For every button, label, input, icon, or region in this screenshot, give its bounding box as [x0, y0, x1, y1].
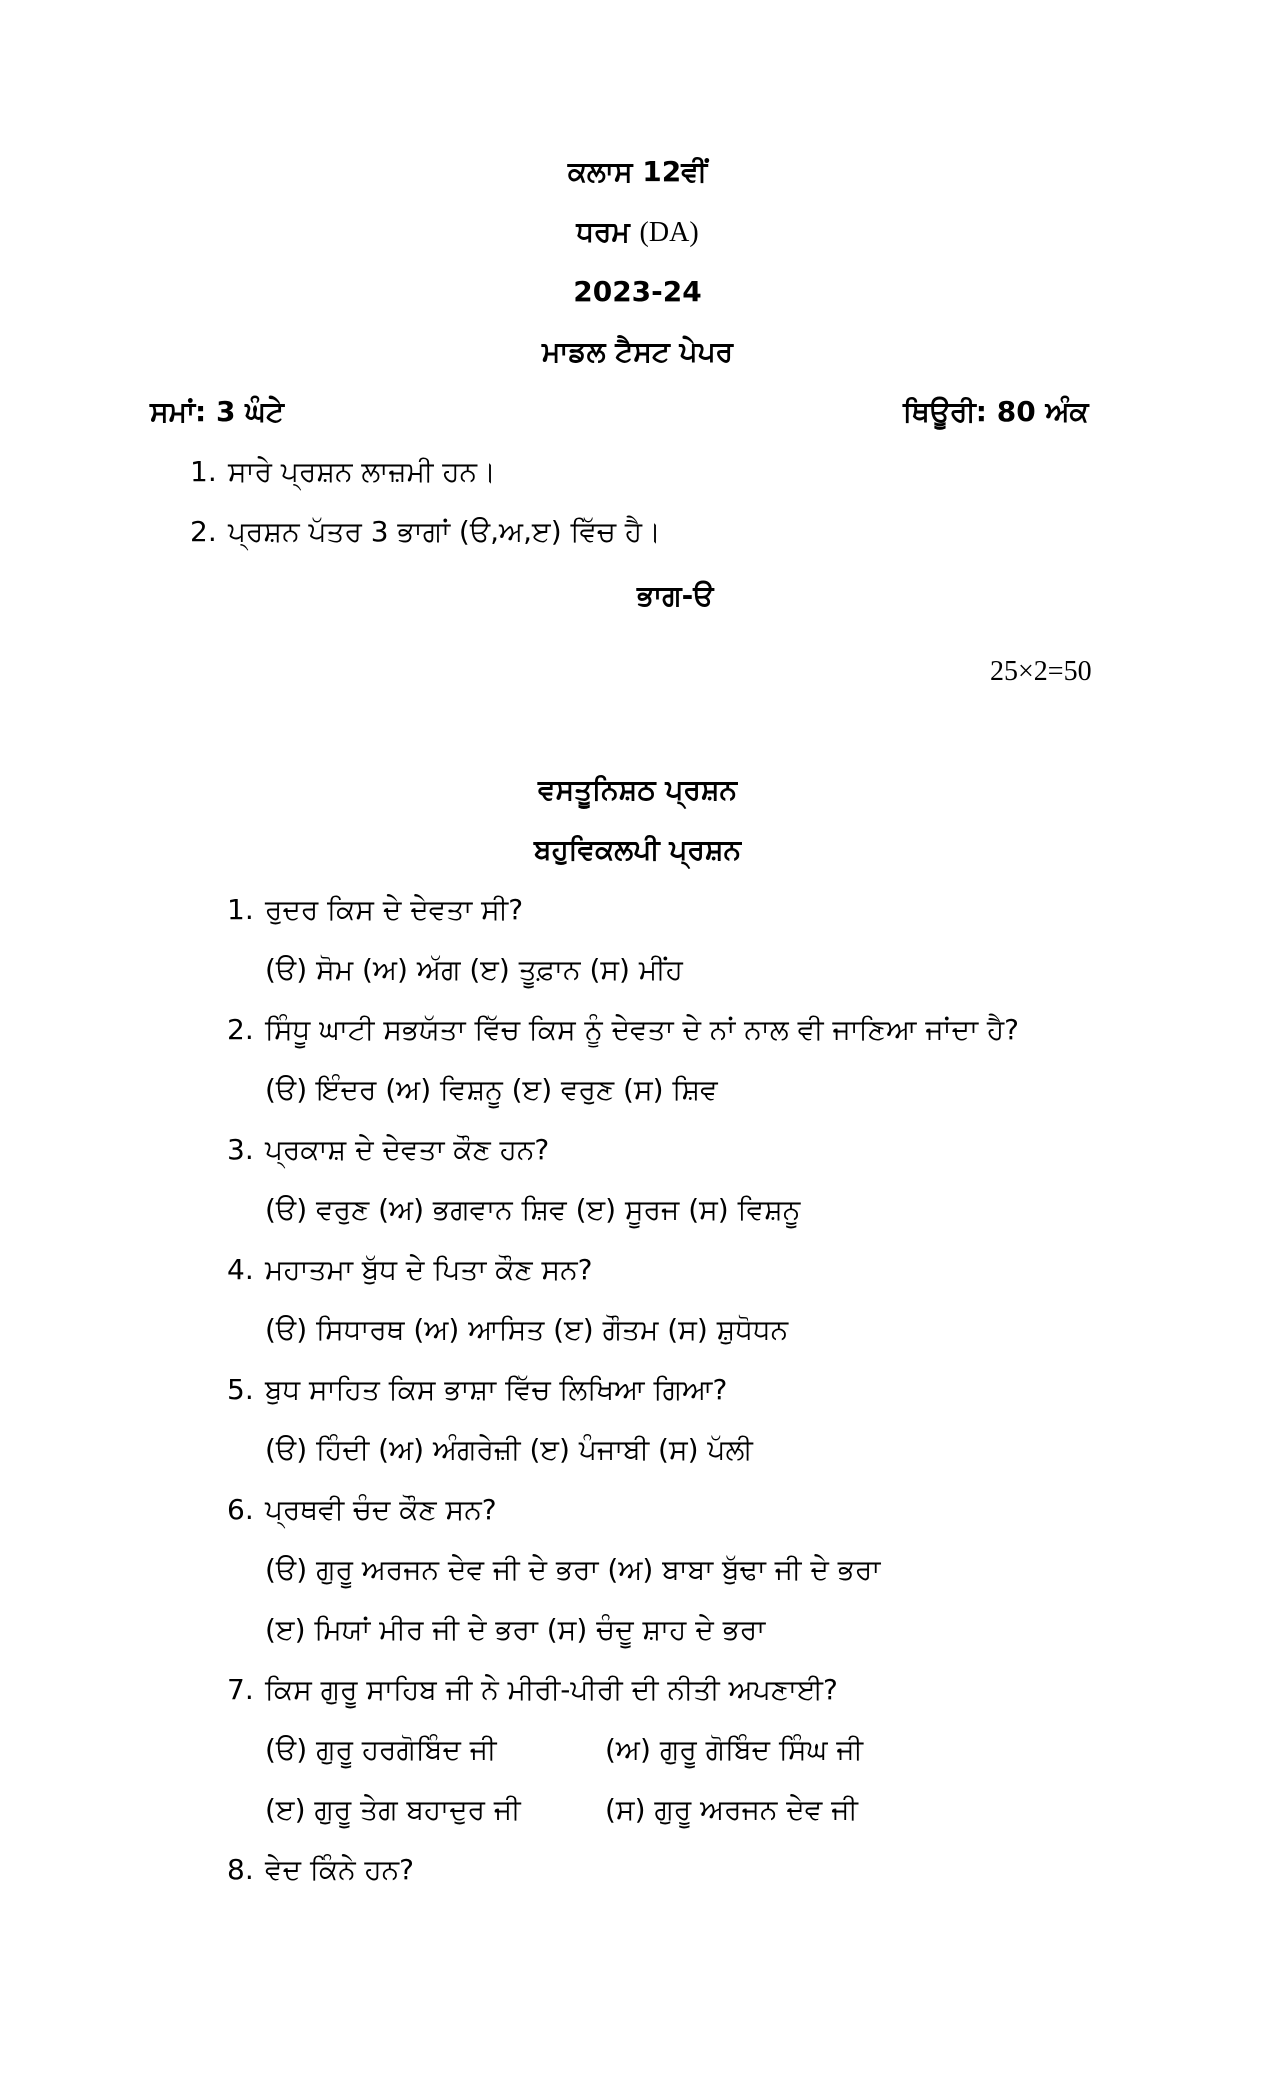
question-1: 1. ਰੁਦਰ ਕਿਸ ਦੇ ਦੇਵਤਾ ਸੀ?	[227, 893, 524, 926]
question-7-option-a: (ੳ) ਗੁਰੂ ਹਰਗੋਬਿੰਦ ਜੀ	[265, 1733, 497, 1766]
subject-name: ਧਰਮ	[576, 215, 630, 248]
subject-line	[0, 212, 1275, 253]
class-line: ਕਲਾਸ 12ਵੀਂ	[567, 155, 708, 188]
section-title: ਭਾਗ-ੳ	[637, 579, 714, 612]
paper-type: ਮਾਡਲ ਟੈਸਟ ਪੇਪਰ	[541, 335, 734, 368]
instruction-item: 2. ਪ੍ਰਸ਼ਨ ਪੱਤਰ 3 ਭਾਗਾਂ (ੳ,ਅ,ੲ) ਵਿੱਚ ਹੈ।	[190, 515, 661, 548]
question-7-option-c: (ੲ) ਗੁਰੂ ਤੇਗ ਬਹਾਦੁਰ ਜੀ	[265, 1793, 521, 1826]
theory-marks: ਥਿਊਰੀ: 80 ਅੰਕ	[903, 395, 1089, 428]
subject-code: (DA)	[639, 217, 699, 248]
question-6: 6. ਪ੍ਰਥਵੀ ਚੰਦ ਕੌਣ ਸਨ?	[227, 1493, 497, 1526]
instruction-item: 1. ਸਾਰੇ ਪ੍ਰਸ਼ਨ ਲਾਜ਼ਮੀ ਹਨ।	[190, 455, 496, 488]
question-2: 2. ਸਿੰਧੂ ਘਾਟੀ ਸਭਯੱਤਾ ਵਿੱਚ ਕਿਸ ਨੂੰ ਦੇਵਤਾ ਦੇ ਨਾਂ ਨਾਲ ਵੀ ਜਾਣਿਆ ਜਾਂਦਾ ਹੈ?	[227, 1013, 1020, 1046]
session-year: 2023-24	[573, 275, 702, 308]
question-3-options: (ੳ) ਵਰੁਣ (ਅ) ਭਗਵਾਨ ਸ਼ਿਵ (ੲ) ਸੂਰਜ (ਸ) ਵਿਸ਼ਨੂ	[265, 1193, 801, 1226]
question-7: 7. ਕਿਸ ਗੁਰੂ ਸਾਹਿਬ ਜੀ ਨੇ ਮੀਰੀ-ਪੀਰੀ ਦੀ ਨੀਤੀ ਅਪਣਾਈ?	[227, 1673, 838, 1706]
question-2-options: (ੳ) ਇੰਦਰ (ਅ) ਵਿਸ਼ਨੂ (ੲ) ਵਰੁਣ (ਸ) ਸ਼ਿਵ	[265, 1073, 718, 1106]
question-3: 3. ਪ੍ਰਕਾਸ਼ ਦੇ ਦੇਵਤਾ ਕੌਣ ਹਨ?	[227, 1133, 550, 1166]
question-5-options: (ੳ) ਹਿੰਦੀ (ਅ) ਅੰਗਰੇਜ਼ੀ (ੲ) ਪੰਜਾਬੀ (ਸ) ਪੱਲੀ	[265, 1433, 753, 1466]
question-1-options: (ੳ) ਸੋਮ (ਅ) ਅੱਗ (ੲ) ਤੂਫ਼ਾਨ (ਸ) ਮੀਂਹ	[265, 953, 683, 986]
question-6-options-row1: (ੳ) ਗੁਰੂ ਅਰਜਨ ਦੇਵ ਜੀ ਦੇ ਭਰਾ (ਅ) ਬਾਬਾ ਬੁੱਢਾ ਜੀ ਦੇ ਭਰਾ	[265, 1553, 881, 1586]
section-heading-objective: ਵਸਤੂਨਿਸ਼ਠ ਪ੍ਰਸ਼ਨ	[538, 773, 737, 806]
question-4: 4. ਮਹਾਤਮਾ ਬੁੱਧ ਦੇ ਪਿਤਾ ਕੌਣ ਸਨ?	[227, 1253, 593, 1286]
question-8: 8. ਵੇਦ ਕਿੰਨੇ ਹਨ?	[227, 1853, 415, 1886]
time-allowed: ਸਮਾਂ: 3 ਘੰਟੇ	[150, 395, 284, 428]
section-marks: 25×2=50	[990, 656, 1092, 687]
question-7-option-d: (ਸ) ਗੁਰੂ ਅਰਜਨ ਦੇਵ ਜੀ	[605, 1793, 858, 1826]
question-5: 5. ਬੁਧ ਸਾਹਿਤ ਕਿਸ ਭਾਸ਼ਾ ਵਿੱਚ ਲਿਖਿਆ ਗਿਆ?	[227, 1373, 728, 1406]
section-heading-mcq: ਬਹੁਵਿਕਲਪੀ ਪ੍ਰਸ਼ਨ	[533, 833, 742, 866]
question-7-option-b: (ਅ) ਗੁਰੂ ਗੋਬਿੰਦ ਸਿੰਘ ਜੀ	[605, 1733, 864, 1766]
question-6-options-row2: (ੲ) ਮਿਯਾਂ ਮੀਰ ਜੀ ਦੇ ਭਰਾ (ਸ) ਚੰਦੂ ਸ਼ਾਹ ਦੇ ਭਰਾ	[265, 1613, 766, 1646]
question-4-options: (ੳ) ਸਿਧਾਰਥ (ਅ) ਆਸਿਤ (ੲ) ਗੌਤਮ (ਸ) ਸ਼ੁਧੋਧਨ	[265, 1313, 789, 1346]
